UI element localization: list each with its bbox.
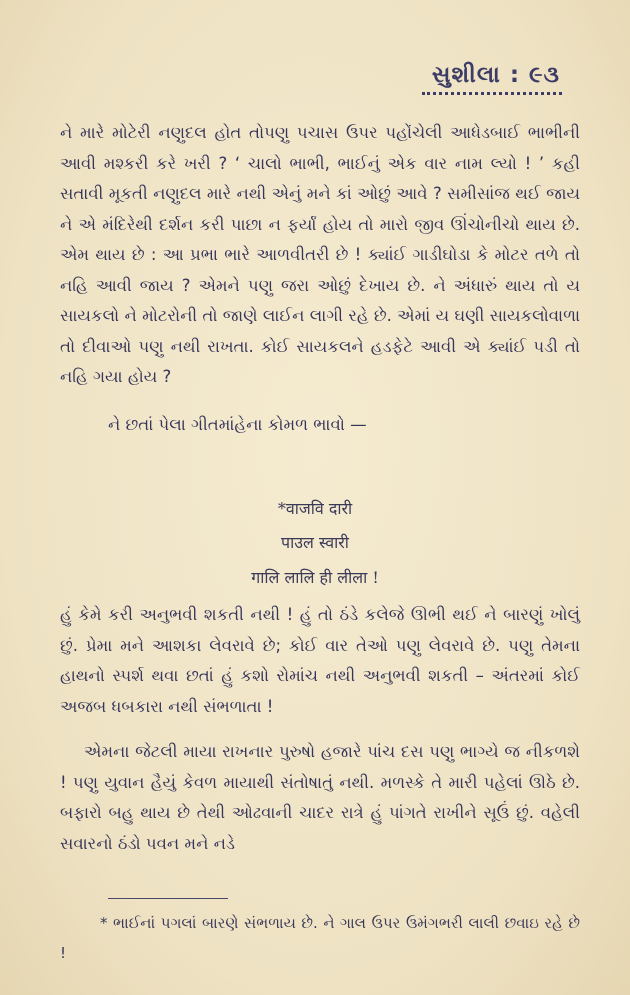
paragraph-2: ને છતાં પેલા ગીતમાંહેના કોમળ ભાવો —	[108, 415, 367, 434]
paragraph-1: ને મારે મોટેરી નણુદલ હોત તોપણુ પચાસ ઉપર પહોંચેલી આધેડબાઈ ભાભીની આવી મશ્કરી કરે ખરી ? ‘ ચાલો ભાભી, ભાઈનું એક વાર નામ લ્યો ! ’ કહી સતાવી મૂકતી નણુદલ મારે નથી એનું મને કાં ઓછું આવે ? સમીસાંજ થઈ જાય ને એ મંદિરેથી દર્શન કરી પાછા ન ફર્યાં હોય તો મારો જીવ ઊંચોનીચો થાય છે. એમ થાય છે : આ પ્રભા ભારે આળવીતરી છે ! ક્યાંઈ ગાડીઘોડા કે મોટર તળે તો નહિ આવી જાય ? એમને પણુ જરા ઓછું દેખાય છે. ને અંધારું થાય તો ય સાયકલો ને મોટરોની તો જાણે લાઈન લાગી રહે છે. એમાં ય ઘણી સાયકલોવાળા તો દીવાઓ પણુ નથી રાખતા. કોઈ સાયકલને હડફેટે આવી એ ક્યાંઈ પડી તો નહિ ગયા હોય ?	[60, 123, 580, 386]
verse-line-1: *वाजवि दारी	[277, 499, 353, 518]
paragraph-3: હું કેમે કરી અનુભવી શકતી નથી ! હું તો ઠંડે કલેજે ઊભી થઈ ને બારણું ખોલું છું. પ્રેમા મને આશકા લેવરાવે છે; કોઈ વાર તેઓ પણુ લેવરાવે છે. પણુ તેમના હાથનો સ્પર્શ થવા છતાં હું કશો રોમાંચ નથી અનુભવી શકતી – અંતરમાં કોઈ અજબ ધબકારા નથી સંભળાતા !	[60, 605, 580, 716]
header-dotted-rule	[422, 92, 562, 95]
page-header: સુશીલા : ૯૩	[431, 62, 560, 88]
footnote: * ભાઈનાં પગલાં બારણે સંભળાય છે. ને ગાલ ઉપર ઉમંગભરી લાલી છવાઇ રહે છે !	[60, 914, 580, 962]
footnote-rule	[108, 898, 228, 899]
verse-line-3: गालि लालि ही लीला !	[251, 568, 379, 587]
paragraph-4: એમના જેટલી માયા રાખનાર પુરુષો હજારે પાંચ દસ પણુ ભાગ્યે જ નીકળશે ! પણુ યુવાન હૈયું કેવળ માયાથી સંતોષાતું નથી. મળસ્કે તે મારી પહેલાં ઊઠે છે. બફારો બહુ થાય છે તેથી ઓઢવાની ચાદર રાત્રે હું પાંગતે રાખીને સૂઉં છું. વહેલી સવારનો ઠંડો પવન મને નડે	[60, 742, 580, 853]
verse-line-2: पाउल स्वारी	[281, 533, 349, 552]
